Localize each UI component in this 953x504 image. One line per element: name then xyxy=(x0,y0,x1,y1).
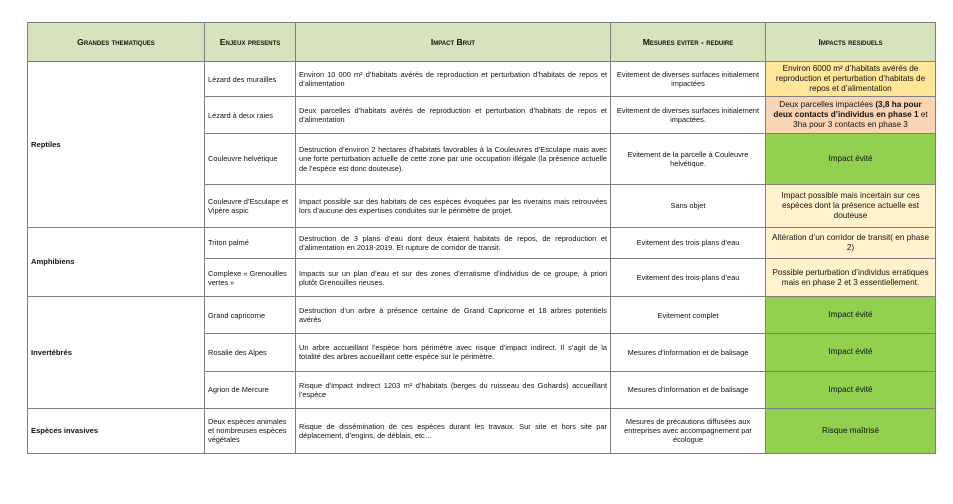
mesure-cell: Evitement des trois plans d’eau xyxy=(611,227,766,258)
theme-invasives: Espèces invasives xyxy=(28,408,205,453)
theme-reptiles: Reptiles xyxy=(28,62,205,228)
theme-amphibiens: Amphibiens xyxy=(28,227,205,296)
table-row xyxy=(28,408,936,453)
mesure-cell: Mesures de précautions diffusées aux entreprises avec accompagnement par écologue xyxy=(611,408,766,453)
impacts-table xyxy=(27,22,936,454)
species-cell: Lézard à deux raies xyxy=(205,97,296,134)
impact-brut-cell: Environ 10 000 m² d’habitats avérés de reproduction et perturbation d’habitats de repos et d’alimentation xyxy=(296,62,611,97)
header-row xyxy=(28,23,936,62)
residuel-highlight: (3,8 ha pour deux contacts d’individus en phase 1 xyxy=(773,100,922,120)
species-cell: Triton palmé xyxy=(205,227,296,258)
impact-brut-cell: Un arbre accueillant l’espèce hors périmètre avec risque d’impact indirect. Il s’agit de la totalité des arbres accueillant cette espèce sur le périmètre. xyxy=(296,334,611,371)
header-mesures: Mesures eviter - reduire xyxy=(611,23,766,62)
mesure-cell: Evitement des trois plans d’eau xyxy=(611,258,766,296)
header-impact-brut: Impact Brut xyxy=(296,23,611,62)
mesure-cell: Evitement de diverses surfaces initialement impactées. xyxy=(611,97,766,134)
impact-residuel-cell: Possible perturbation d’individus erratiques mais en phase 2 et 3 essentiellement. xyxy=(766,258,936,296)
species-cell: Agrion de Mercure xyxy=(205,371,296,408)
header-theme: Grandes thematiques xyxy=(28,23,205,62)
header-enjeux: Enjeux presents xyxy=(205,23,296,62)
mesure-cell: Sans objet xyxy=(611,184,766,227)
impact-brut-cell: Impacts sur un plan d’eau et sur des zones d’erratisme d’individus de ce groupe, à priori plutôt Grenouilles rieuses. xyxy=(296,258,611,296)
species-cell: Couleuvre helvétique xyxy=(205,134,296,184)
impact-brut-cell: Risque d’impact indirect 1203 m² d’habitats (berges du ruisseau des Gohards) accueillant l’espèce xyxy=(296,371,611,408)
mesure-cell: Evitement de la parcelle à Couleuvre helvétique. xyxy=(611,134,766,184)
species-cell: Complexe « Grenouilles vertes » xyxy=(205,258,296,296)
species-cell: Couleuvre d’Esculape et Vipère aspic xyxy=(205,184,296,227)
impact-residuel-cell xyxy=(766,97,936,134)
theme-invertebres: Invertébrés xyxy=(28,297,205,409)
impact-brut-cell: Destruction d’un arbre à présence certaine de Grand Capricorne et 18 arbres potentiels avérés xyxy=(296,297,611,334)
species-cell: Lézard des murailles xyxy=(205,62,296,97)
impact-brut-cell: Destruction d’environ 2 hectares d’habitats favorables à la Couleuvres d’Esculape mais avec une forte perturbation actuelle de cette zone par une occupation illégale (la présence actuelle de l’espèce est donc douteuse). xyxy=(296,134,611,184)
impact-residuel-cell: Risque maîtrisé xyxy=(766,408,936,453)
impact-brut-cell: Deux parcelles d’habitats avérés de reproduction et perturbation d’habitats de repos et d’alimentation xyxy=(296,97,611,134)
impact-brut-cell: Impact possible sur des habitats de ces espèces évoquées par les riverains mais retrouvées lors d’aucune des expertises conduites sur le périmètre de projet. xyxy=(296,184,611,227)
species-cell: Rosalie des Alpes xyxy=(205,334,296,371)
mesure-cell: Mesures d’information et de balisage xyxy=(611,334,766,371)
impact-residuel-cell: Impact évité xyxy=(766,297,936,334)
mesure-cell: Evitement de diverses surfaces initialement impactées xyxy=(611,62,766,97)
impact-brut-cell: Destruction de 3 plans d’eau dont deux étaient habitats de repos, de reproduction et d’alimentation en 2018-2019. Et rupture de corridor de transit. xyxy=(296,227,611,258)
impact-residuel-cell: Altération d’un corridor de transit( en phase 2) xyxy=(766,227,936,258)
impact-residuel-cell: Impact évité xyxy=(766,371,936,408)
impact-residuel-cell: Impact possible mais incertain sur ces espèces dont la présence actuelle est douteuse xyxy=(766,184,936,227)
impact-residuel-cell: Impact évité xyxy=(766,134,936,184)
table-row xyxy=(28,297,936,334)
table-row xyxy=(28,62,936,97)
header-residuels: Impacts residuels xyxy=(766,23,936,62)
species-cell: Grand capricorne xyxy=(205,297,296,334)
impact-residuel-cell: Impact évité xyxy=(766,334,936,371)
mesure-cell: Mesures d’information et de balisage xyxy=(611,371,766,408)
impact-residuel-cell: Environ 6000 m² d’habitats avérés de reproduction et perturbation d’habitats de repos et d’alimentation xyxy=(766,62,936,97)
table-row xyxy=(28,227,936,258)
impact-brut-cell: Risque de dissémination de ces espèces durant les travaux. Sur site et hors site par déplacement, d’engins, de déblais, etc… xyxy=(296,408,611,453)
species-cell: Deux espèces animales et nombreuses espèces végétales xyxy=(205,408,296,453)
mesure-cell: Evitement complet xyxy=(611,297,766,334)
residuel-text-part: et 3ha pour 3 contacts en phase 3 xyxy=(793,110,928,130)
residuel-text-part: Deux parcelles impactées xyxy=(779,100,876,110)
